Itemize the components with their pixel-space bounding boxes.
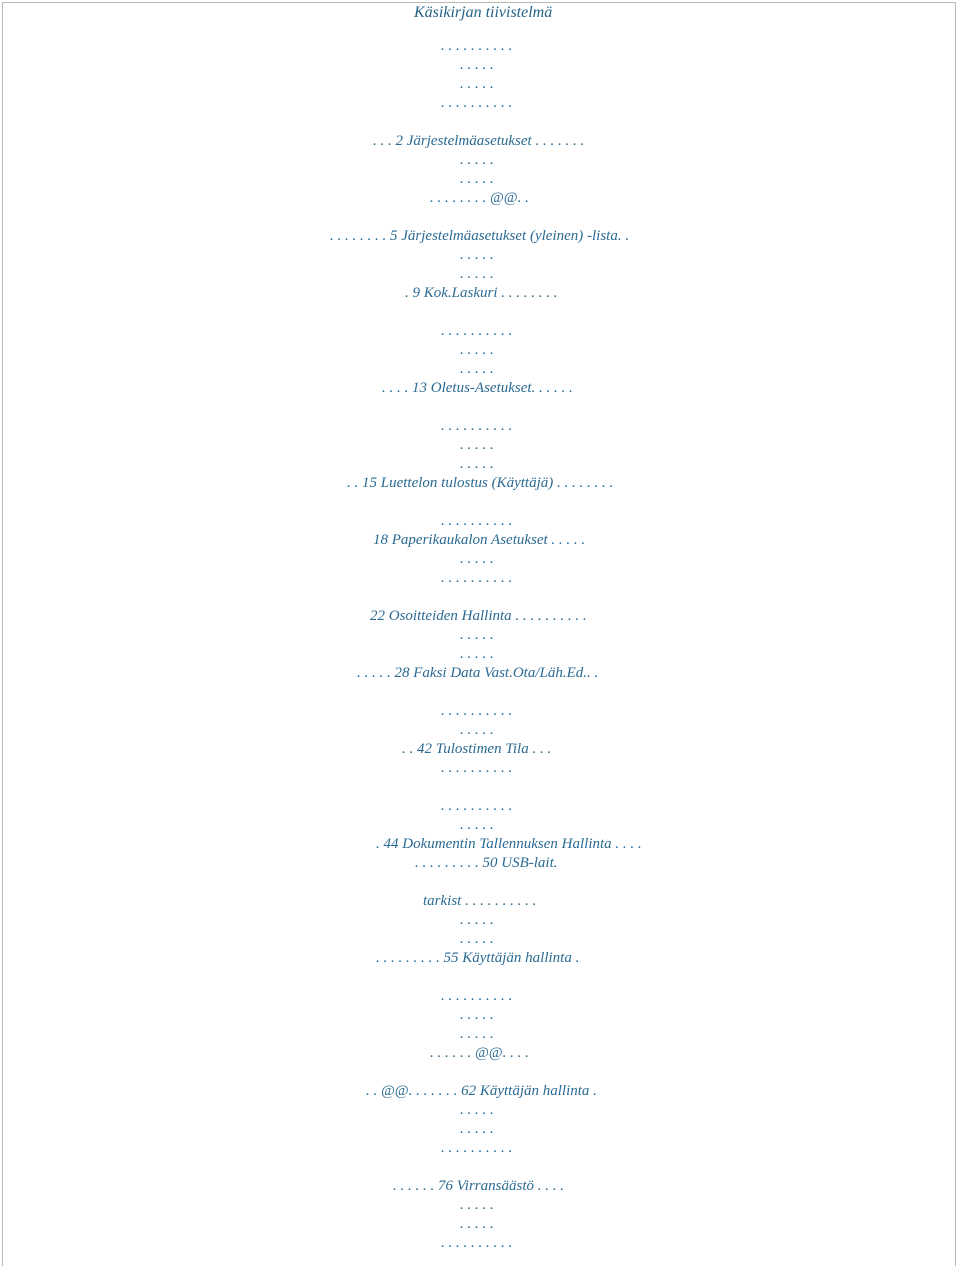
toc-line-text: . . . . . . . . @@. . — [430, 190, 529, 206]
toc-line-text: 18 Paperikaukalon Asetukset . . . . . — [373, 532, 586, 548]
toc-line-text: . . . . . — [460, 247, 494, 263]
toc-line-text: . . @@. . . . . . . 62 Käyttäjän hallinta . — [366, 1083, 597, 1099]
toc-line — [0, 56, 960, 75]
toc-line — [0, 1196, 960, 1215]
toc-line — [0, 1101, 960, 1120]
toc-line-text: . . . . . . . . . . — [441, 798, 513, 814]
toc-line — [0, 512, 960, 531]
toc-spacer — [0, 1158, 960, 1177]
toc-line — [0, 550, 960, 569]
toc-line-text: . . . . . . 76 Virransäästö . . . . — [393, 1178, 564, 1194]
toc-line-text: . . . . . — [460, 627, 494, 643]
toc-line-text: . . . . . — [460, 646, 494, 662]
toc-line-text: . . . . . . . . . . — [441, 988, 513, 1004]
toc-spacer — [0, 303, 960, 322]
toc-spacer — [0, 1063, 960, 1082]
toc-line-text: . . . . . — [460, 76, 494, 92]
toc-line-text: . . . . . . . . . . — [441, 760, 513, 776]
toc-line — [0, 1234, 960, 1253]
toc-line — [0, 455, 960, 474]
toc-line-text: . . . . . . . . . . — [441, 418, 513, 434]
toc-line — [0, 740, 960, 759]
toc-line-text: . 44 Dokumentin Tallennuksen Hallinta . . . . — [376, 836, 642, 852]
toc-line-text: . . . . . — [460, 437, 494, 453]
toc-line — [0, 341, 960, 360]
toc-line — [0, 854, 960, 873]
toc-line-text: . . . . . . . . . . — [441, 1235, 513, 1251]
toc-line — [0, 75, 960, 94]
toc-line — [0, 474, 960, 493]
toc-line-text: . . . . . — [460, 722, 494, 738]
toc-line-text: . . . . . — [460, 1121, 494, 1137]
toc-line — [0, 360, 960, 379]
toc-line — [0, 1044, 960, 1063]
toc-spacer — [0, 113, 960, 132]
toc-line — [0, 987, 960, 1006]
toc-line — [0, 645, 960, 664]
toc-line-text: . . . . . — [460, 342, 494, 358]
toc-line-text: . . . . 13 Oletus-Asetukset. . . . . . — [382, 380, 573, 396]
toc-spacer — [0, 683, 960, 702]
toc-line-text: . . . . . — [460, 171, 494, 187]
toc-line — [0, 151, 960, 170]
toc-line-text: 22 Osoitteiden Hallinta . . . . . . . . . . — [370, 608, 587, 624]
toc-line — [0, 322, 960, 341]
toc-line — [0, 892, 960, 911]
toc-line-text: . . . . . — [460, 1102, 494, 1118]
toc-line — [0, 664, 960, 683]
toc-line-text: . . . . . . . . . . — [441, 323, 513, 339]
toc-line-text: . . . . . . . . . . — [441, 95, 513, 111]
toc-line — [0, 835, 960, 854]
toc-line — [0, 1082, 960, 1101]
toc-line — [0, 1215, 960, 1234]
toc-line-text: . . . 2 Järjestelmäasetukset . . . . . . . — [373, 133, 585, 149]
toc-line-text: . . . . . . . . . . — [441, 38, 513, 54]
toc-spacer — [0, 398, 960, 417]
toc-line — [0, 930, 960, 949]
toc-line-text: . . . . . — [460, 912, 494, 928]
toc-line-text: . . 15 Luettelon tulostus (Käyttäjä) . . . . . . . . — [347, 475, 614, 491]
toc-line — [0, 132, 960, 151]
toc-line — [0, 1139, 960, 1158]
toc-spacer — [0, 493, 960, 512]
toc-line-text: . . . . . — [460, 817, 494, 833]
toc-line — [0, 170, 960, 189]
toc-line-text: . . . . . — [460, 361, 494, 377]
toc-line — [0, 531, 960, 550]
toc-line-text: . . . . . . . . 5 Järjestelmäasetukset (yleinen) -lista. . — [330, 228, 630, 244]
toc-line-text: . . . . . — [460, 1197, 494, 1213]
toc-line — [0, 1006, 960, 1025]
toc-line-text: . . . . . . . . . 55 Käyttäjän hallinta . — [376, 950, 580, 966]
toc-line — [0, 911, 960, 930]
toc-line — [0, 189, 960, 208]
toc-spacer — [0, 208, 960, 227]
toc-line-text: . . . . . . . . . . — [441, 1140, 513, 1156]
toc-line — [0, 436, 960, 455]
toc-line — [0, 227, 960, 246]
toc-line-text: tarkist . . . . . . . . . . — [423, 893, 537, 909]
toc-line — [0, 1120, 960, 1139]
toc-line — [0, 721, 960, 740]
toc-line-text: . . . . . . . . . 50 USB-lait. — [415, 855, 558, 871]
toc-line — [0, 702, 960, 721]
toc-line-text: . . . . . — [460, 1007, 494, 1023]
table-of-contents — [0, 37, 960, 1253]
toc-line-text: . . . . . — [460, 1216, 494, 1232]
toc-spacer — [0, 588, 960, 607]
toc-line-text: . 9 Kok.Laskuri . . . . . . . . — [405, 285, 558, 301]
toc-line — [0, 417, 960, 436]
toc-line-text: . . 42 Tulostimen Tila . . . — [402, 741, 552, 757]
toc-line-text: . . . . . — [460, 456, 494, 472]
toc-line — [0, 1177, 960, 1196]
toc-line-text: . . . . . . . . . . — [441, 570, 513, 586]
toc-line — [0, 1025, 960, 1044]
toc-line — [0, 816, 960, 835]
toc-line-text: . . . . . — [460, 931, 494, 947]
toc-line-text: . . . . . — [460, 1026, 494, 1042]
toc-line — [0, 626, 960, 645]
toc-line-text: . . . . . . @@. . . . — [430, 1045, 529, 1061]
toc-spacer — [0, 873, 960, 892]
toc-line-text: . . . . . — [460, 152, 494, 168]
toc-line — [0, 265, 960, 284]
toc-spacer — [0, 778, 960, 797]
toc-line — [0, 759, 960, 778]
toc-line-text: . . . . . — [460, 266, 494, 282]
toc-line-text: . . . . . 28 Faksi Data Vast.Ota/Läh.Ed.. . — [357, 665, 599, 681]
toc-line — [0, 379, 960, 398]
toc-line-text: . . . . . — [460, 551, 494, 567]
toc-line-text: . . . . . . . . . . — [441, 703, 513, 719]
toc-spacer — [0, 968, 960, 987]
toc-line — [0, 949, 960, 968]
toc-line — [0, 569, 960, 588]
document-title: Käsikirjan tiivistelmä — [414, 4, 553, 21]
toc-line-text: . . . . . — [460, 57, 494, 73]
toc-line — [0, 284, 960, 303]
toc-line — [0, 607, 960, 626]
toc-line — [0, 246, 960, 265]
toc-line-text: . . . . . . . . . . — [441, 513, 513, 529]
toc-line — [0, 94, 960, 113]
toc-line — [0, 37, 960, 56]
toc-line — [0, 797, 960, 816]
